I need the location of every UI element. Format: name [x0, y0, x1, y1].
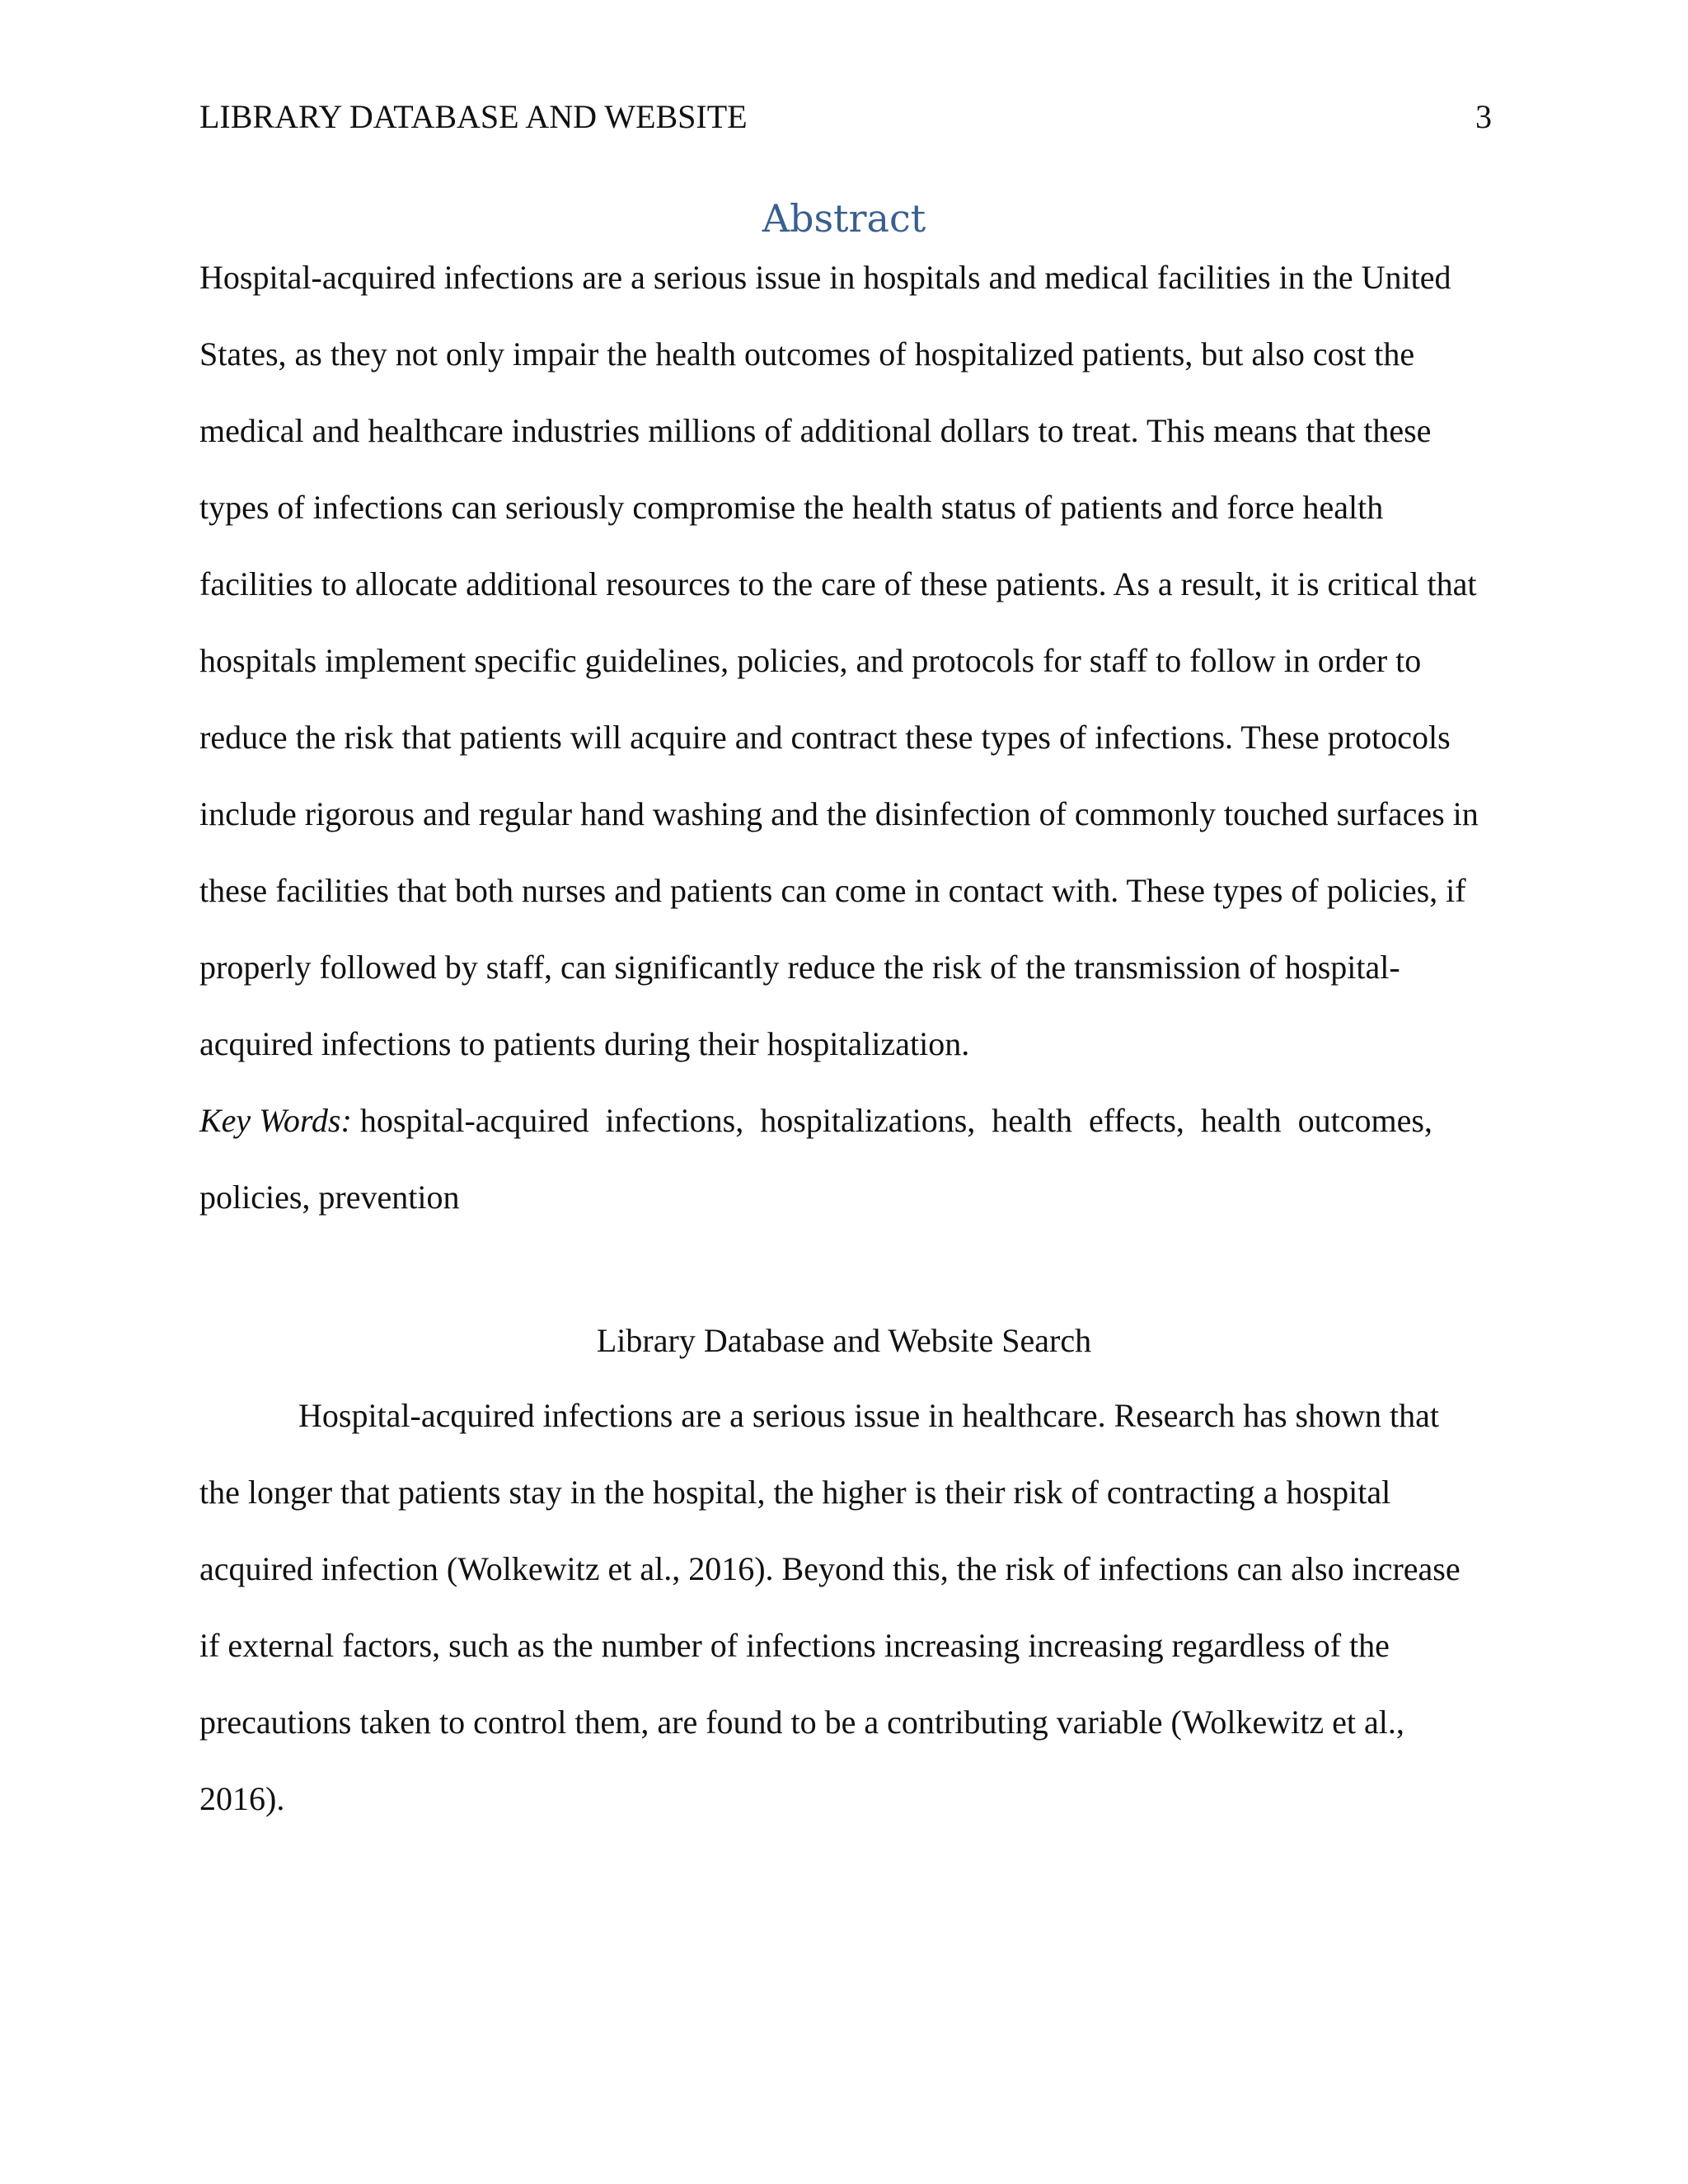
section-heading: Library Database and Website Search — [596, 1322, 1092, 1359]
abstract-line: hospitals implement specific guidelines, policies, and protocols for staff to follow in order to — [199, 642, 1422, 679]
body-line: 2016). — [199, 1780, 285, 1817]
section-body — [199, 1377, 1493, 1837]
body-line: if external factors, such as the number of infections increasing increasing regardless of the — [199, 1627, 1390, 1664]
body-line: precautions taken to control them, are found to be a contributing variable (Wolkewitz et al., — [199, 1704, 1404, 1741]
abstract-body — [199, 239, 1493, 1235]
body-line: acquired infection (Wolkewitz et al., 2016). Beyond this, the risk of infections can also increase — [199, 1550, 1461, 1587]
abstract-line: Hospital-acquired infections are a serious issue in hospitals and medical facilities in the United — [199, 259, 1451, 296]
keywords-label: Key Words: — [199, 1102, 352, 1139]
abstract-line: properly followed by staff, can significantly reduce the risk of the transmission of hospital- — [199, 949, 1400, 986]
abstract-line: acquired infections to patients during their hospitalization. — [199, 1025, 970, 1062]
keywords-line-2: policies, prevention — [199, 1179, 460, 1216]
abstract-line: reduce the risk that patients will acquire and contract these types of infections. These protocols — [199, 719, 1451, 756]
abstract-line: medical and healthcare industries millions of additional dollars to treat. This means that these — [199, 412, 1432, 449]
abstract-line: these facilities that both nurses and patients can come in contact with. These types of policies, if — [199, 872, 1466, 909]
body-line: the longer that patients stay in the hospital, the higher is their risk of contracting a hospital — [199, 1474, 1391, 1511]
page-number: 3 — [1475, 98, 1492, 135]
body-line: Hospital-acquired infections are a serious issue in healthcare. Research has shown that — [298, 1397, 1439, 1434]
abstract-title: Abstract — [762, 196, 926, 241]
keywords-line — [199, 1082, 1493, 1159]
abstract-line: facilities to allocate additional resources to the care of these patients. As a result, it is critical that — [199, 565, 1477, 602]
abstract-line: types of infections can seriously compromise the health status of patients and force health — [199, 489, 1384, 526]
keywords-text: hospital-acquired infections, hospitalizations, health effects, health outcomes, — [351, 1102, 1432, 1139]
abstract-line: include rigorous and regular hand washing and the disinfection of commonly touched surfaces in — [199, 795, 1479, 832]
abstract-line: States, as they not only impair the health outcomes of hospitalized patients, but also cost the — [199, 335, 1415, 373]
running-head: LIBRARY DATABASE AND WEBSITE — [199, 98, 748, 135]
